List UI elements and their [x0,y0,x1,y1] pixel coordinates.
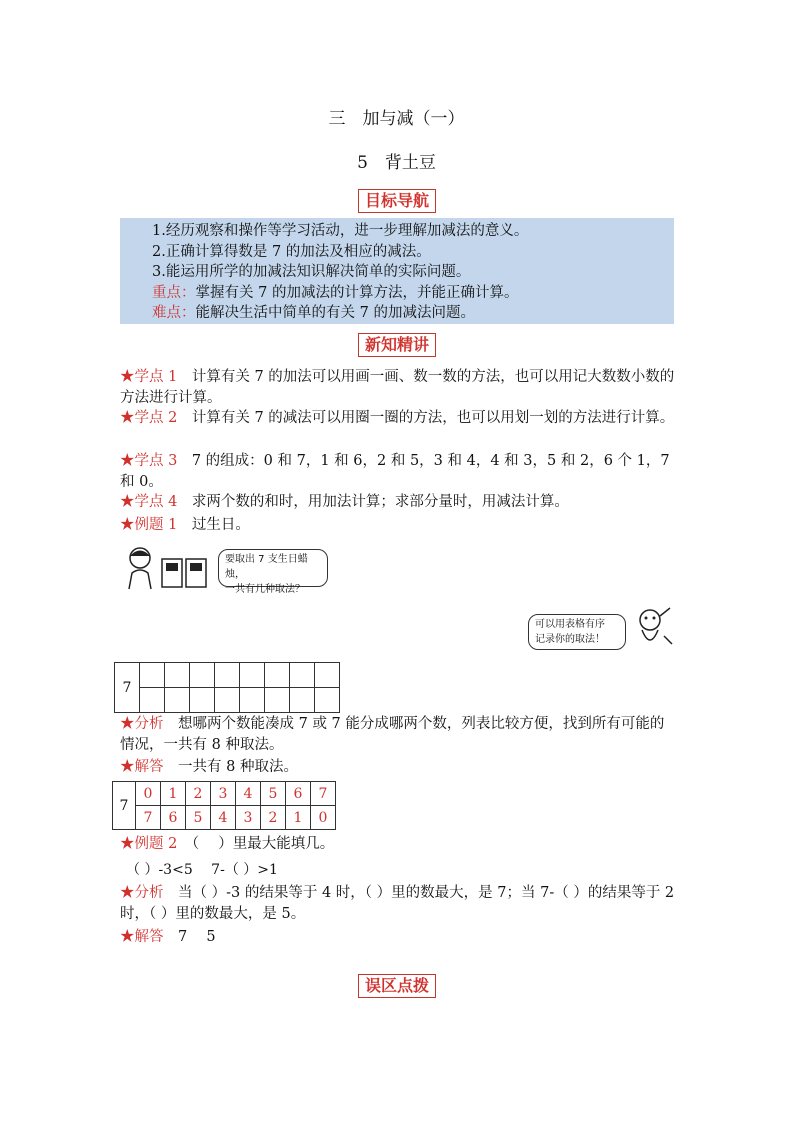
example-label: ★例题 1 [120,517,178,533]
empty-cell[interactable] [190,663,215,688]
example-1 [120,515,676,536]
bubble-line: 要取出 7 支生日蜡烛， [225,554,308,580]
empty-cell[interactable] [265,688,290,713]
answer-cell-top: 6 [286,782,311,806]
answer-2 [120,927,676,948]
empty-cell[interactable] [290,663,315,688]
empty-cell[interactable] [215,663,240,688]
hard-point [152,303,674,324]
goal-item: 2.正确计算得数是 7 的加法及相应的减法。 [152,243,431,260]
empty-cell[interactable] [290,688,315,713]
answer-composition-table [112,781,336,830]
answer-text: 一共有 8 种取法。 [178,759,298,775]
answer-cell-top: 1 [161,782,186,806]
point-label: ★学点 2 [120,410,178,426]
empty-cell[interactable] [140,688,165,713]
bubble-line: 可以用表格有序 [535,619,605,630]
empty-cell[interactable] [140,663,165,688]
empty-cell[interactable] [240,688,265,713]
point-label: ★学点 4 [120,494,178,510]
example-2 [120,834,676,855]
bubble-line: 一共有几种取法？ [225,584,305,595]
goal-item: 3.能运用所学的加减法知识解决简单的实际问题。 [152,264,471,280]
empty-composition-table [114,662,340,713]
answer-cell-top: 7 [311,782,336,806]
goal-item: 1.经历观察和操作等学习活动，进一步理解加减法的意义。 [152,223,529,239]
answer-cell-bottom: 0 [311,806,336,830]
table-number-cell: 7 [113,782,136,830]
point-text: 计算有关 7 的减法可以用圈一圈的方法，也可以用划一划的方法进行计算。 [191,410,675,426]
answer-cell-bottom: 1 [286,806,311,830]
lesson-title: 5 背土豆 [357,153,436,173]
key-label: 重点： [152,284,196,301]
analysis-label: ★分析 [120,885,164,901]
answer-cell-top: 0 [136,782,161,806]
learning-point-3 [120,451,676,492]
answer-label: ★解答 [120,759,164,775]
learning-point-2 [120,408,676,429]
table-number-cell: 7 [115,663,140,713]
bubble-line: 记录你的取法！ [535,634,605,645]
point-label: ★学点 1 [120,369,178,385]
answer-cell-top: 5 [261,782,286,806]
analysis-label: ★分析 [120,716,164,732]
answer-cell-bottom: 4 [211,806,236,830]
answer-cell-top: 2 [186,782,211,806]
section-goals-heading: 目标导航 [358,189,436,213]
answer-text: 7 5 [178,929,216,945]
answer-cell-bottom: 6 [161,806,186,830]
section-pitfalls-heading: 误区点拨 [358,974,436,998]
empty-cell[interactable] [190,688,215,713]
hard-label: 难点： [152,305,196,321]
child-with-candles-illustration [124,545,214,590]
empty-cell[interactable] [165,663,190,688]
learning-point-1 [120,367,676,408]
example-label: ★例题 2 [120,836,178,852]
character-illustration [630,606,674,650]
analysis-1 [120,714,676,755]
point-text: 求两个数的和时，用加法计算；求部分量时，用减法计算。 [191,494,569,510]
point-text: 计算有关 7 的加法可以用画一画、数一数的方法，也可以用记大数数小数的方法进行计算。 [120,369,675,406]
empty-cell[interactable] [315,663,340,688]
point-text: 7 的组成：0 和 7，1 和 6，2 和 5，3 和 4，4 和 3，5 和 2，6 个 1，7 和 0。 [120,453,670,490]
example-2-problem: （ ）-3<5 7-（ ）>1 [126,862,278,878]
unit-title: 三 加与减（一） [328,109,465,129]
speech-bubble [218,549,328,595]
empty-cell[interactable] [165,688,190,713]
analysis-2 [120,883,676,924]
empty-cell[interactable] [215,688,240,713]
section-new-knowledge-heading: 新知精讲 [358,333,436,357]
key-text: 掌握有关 7 的加减法的计算方法，并能正确计算。 [195,284,519,301]
answer-cell-bottom: 3 [236,806,261,830]
learning-point-4 [120,492,676,513]
answer-1 [120,757,676,778]
empty-cell[interactable] [240,663,265,688]
example-text: 过生日。 [191,517,250,533]
key-point [152,283,674,304]
answer-cell-bottom: 7 [136,806,161,830]
analysis-text: 想哪两个数能凑成 7 或 7 能分成哪两个数，列表比较方便，找到所有可能的情况，一共有 8 种取法。 [120,716,665,753]
goals-box [120,218,674,324]
analysis-text: 当（ ）-3 的结果等于 4 时，（ ）里的数最大，是 7；当 7-（ ）的结果等于 2 时，（ ）里的数最大，是 5。 [120,885,675,922]
answer-label: ★解答 [120,929,164,945]
hint-bubble [528,614,626,650]
point-label: ★学点 3 [120,453,178,469]
hard-text: 能解决生活中简单的有关 7 的加减法问题。 [195,305,475,321]
empty-cell[interactable] [265,663,290,688]
empty-cell[interactable] [315,688,340,713]
answer-cell-bottom: 2 [261,806,286,830]
example-text: （ ）里最大能填几。 [191,836,335,852]
answer-cell-top: 4 [236,782,261,806]
answer-cell-bottom: 5 [186,806,211,830]
answer-cell-top: 3 [211,782,236,806]
